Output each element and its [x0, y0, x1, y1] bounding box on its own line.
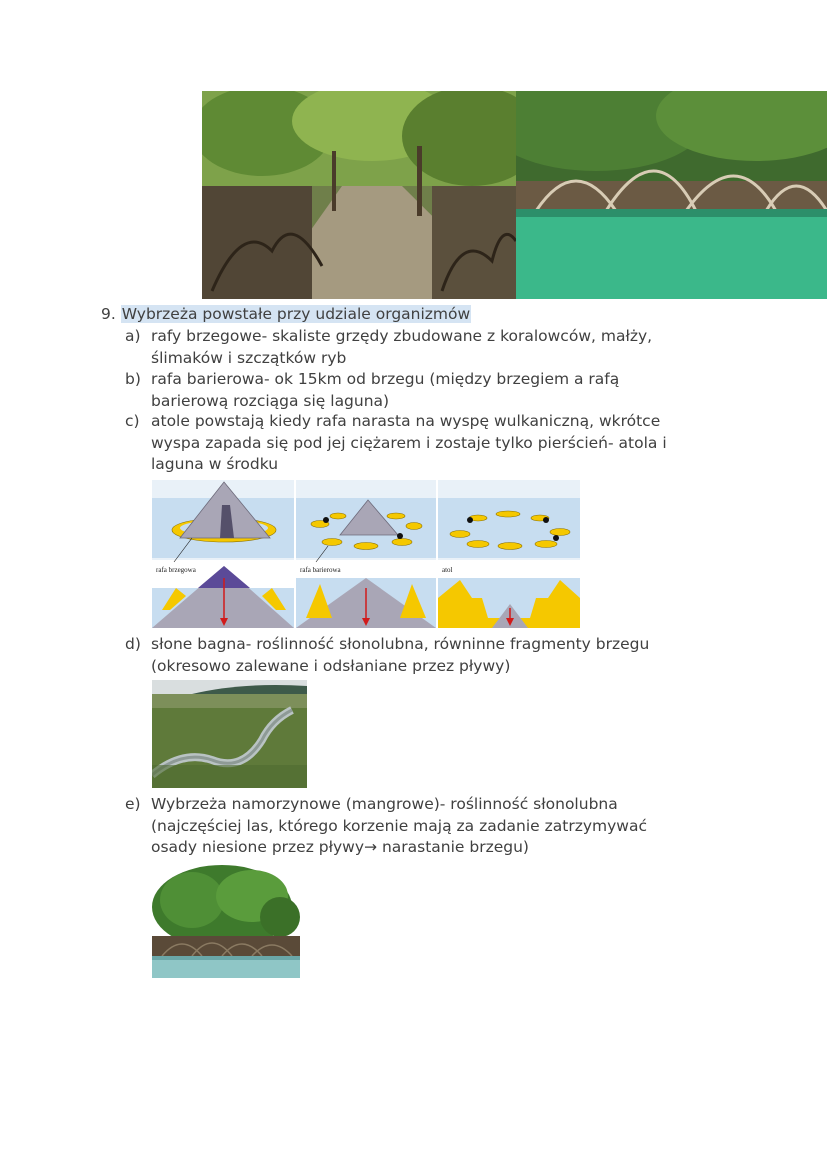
- text-line: laguna w środku: [151, 455, 279, 473]
- list-item-text: [151, 369, 619, 412]
- list-item-label: a): [125, 327, 141, 345]
- list-item-label: c): [125, 412, 140, 430]
- list-item-label: b): [125, 370, 141, 388]
- text-line: rafy brzegowe- skaliste grzędy zbudowane z koralowców, małży,: [151, 327, 653, 345]
- section-heading: [101, 303, 471, 325]
- list-item-text: [151, 411, 667, 476]
- text-line: wyspa zapada się pod jej ciężarem i zostaje tylko pierścień- atola i: [151, 433, 667, 452]
- diagram-label-atoll: atol: [442, 566, 453, 574]
- text-line: (okresowo zalewane i odsłaniane przez pływy): [151, 656, 511, 675]
- diagram-panel-barrier-reef: [296, 480, 436, 628]
- list-item-text: [151, 634, 649, 677]
- mangrove-roots-photo: [516, 91, 827, 299]
- diagram-panel-fringing-reef: [152, 480, 294, 628]
- list-item-text: [151, 326, 652, 369]
- text-line: słone bagna- roślinność słonolubna, równinne fragmenty brzegu: [151, 635, 650, 653]
- list-item-label: d): [125, 635, 141, 653]
- text-line: atole powstają kiedy rafa narasta na wyspę wulkaniczną, wkrótce: [151, 412, 661, 430]
- section-title: Wybrzeża powstałe przy udziale organizmów: [121, 305, 471, 323]
- text-line: ślimaków i szczątków ryb: [151, 348, 347, 367]
- diagram-panel-atoll: [438, 480, 580, 628]
- text-line: rafa barierowa- ok 15km od brzegu (między brzegiem a rafą: [151, 370, 620, 388]
- text-line: osady niesione przez pływy→ narastanie brzegu): [151, 838, 529, 856]
- diagram-label-barrier-reef: rafa barierowa: [300, 566, 341, 574]
- salt-marsh-photo: [152, 680, 307, 788]
- text-line: barierową rozciąga się laguna): [151, 391, 390, 410]
- atoll-formation-diagram: [152, 480, 580, 628]
- text-line: (najczęściej las, którego korzenie mają za zadanie zatrzymywać: [151, 816, 647, 835]
- section-number: 9.: [101, 305, 116, 323]
- list-item-text: [151, 794, 647, 859]
- mangrove-forest-photo: [202, 91, 516, 299]
- mangrove-island-photo: [152, 862, 300, 978]
- diagram-label-fringing-reef: rafa brzegowa: [156, 566, 196, 574]
- text-line: Wybrzeża namorzynowe (mangrowe)- roślinność słonolubna: [151, 795, 618, 813]
- list-item-label: e): [125, 795, 141, 813]
